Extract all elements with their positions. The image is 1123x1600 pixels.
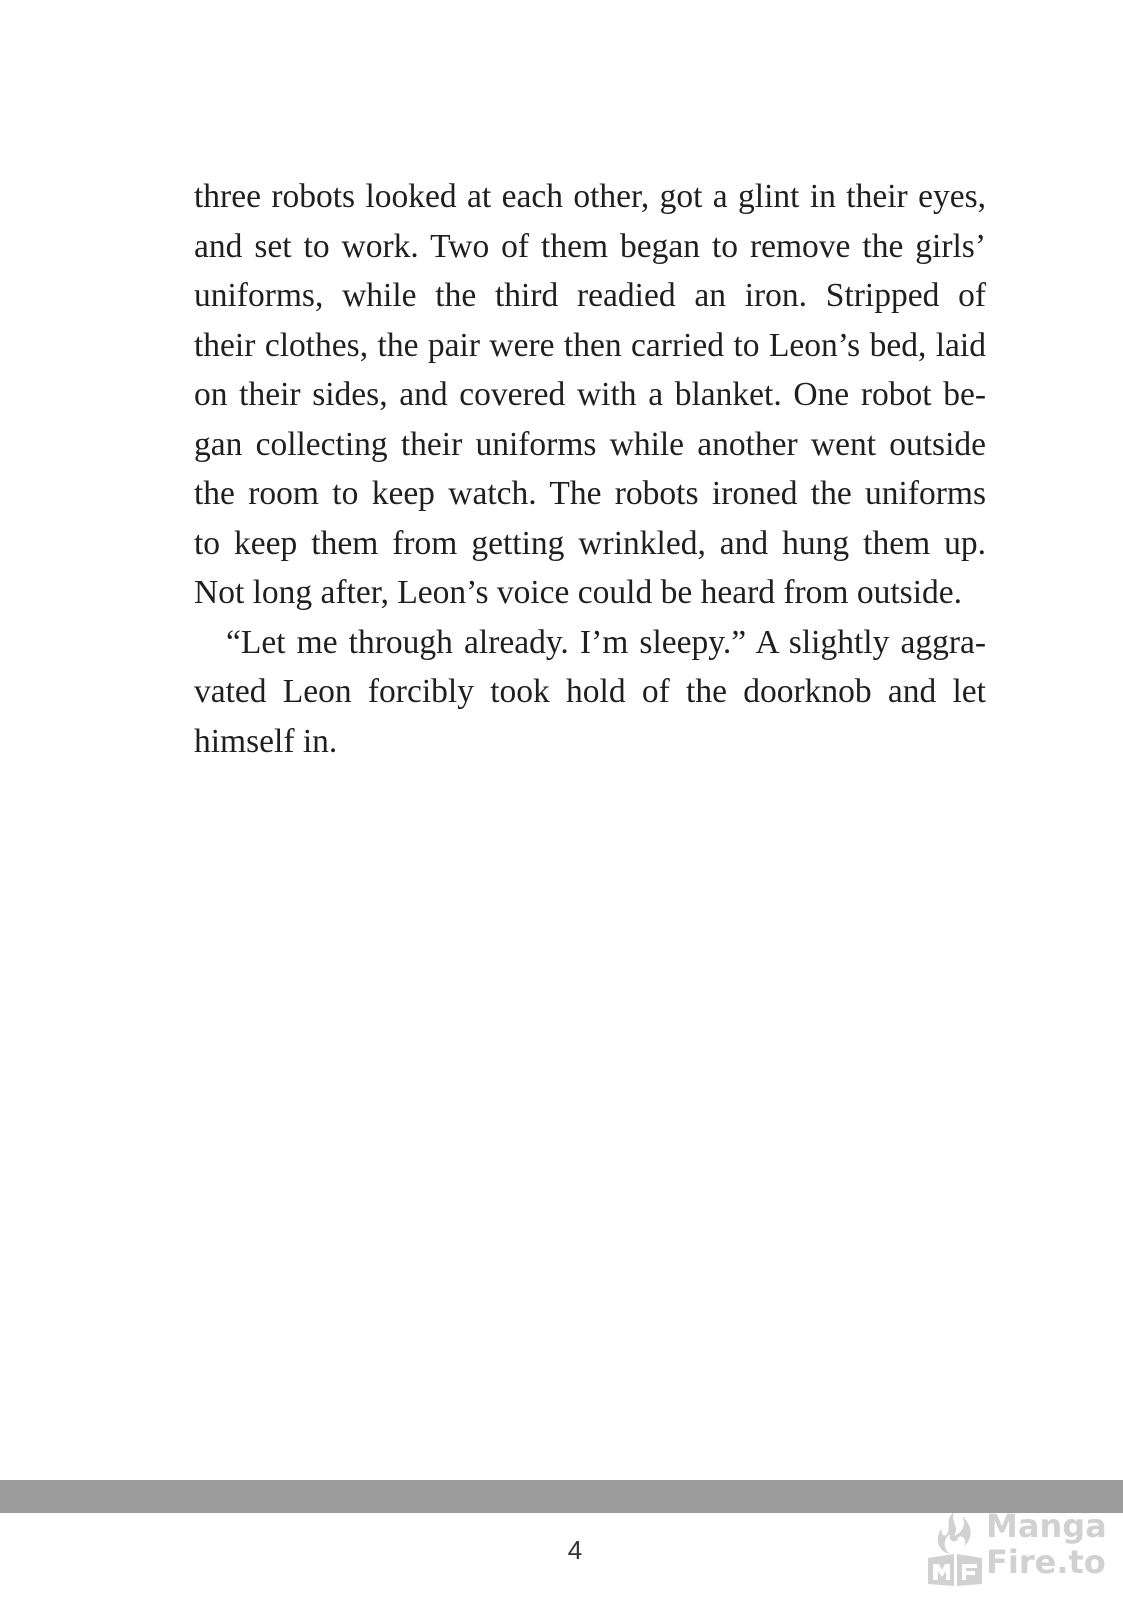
text-line: three robots looked at each other, got a glint in their eyes, — [194, 178, 986, 215]
text-line: vated Leon forcibly took hold of the doorknob and let — [194, 673, 986, 710]
flame-book-logo-icon — [924, 1508, 986, 1588]
body-text — [194, 172, 986, 766]
text-line: “Let me through already. I’m sleepy.” A slightly aggra- — [226, 623, 986, 661]
text-line: Not long after, Leon’s voice could be heard from outside. — [194, 574, 962, 611]
watermark-logo — [924, 1500, 1114, 1590]
text-line: to keep them from getting wrinkled, and hung them up. — [194, 524, 986, 562]
text-line: himself in. — [194, 722, 338, 760]
text-line: gan collecting their uniforms while another went outside — [194, 425, 986, 463]
text-line: on their sides, and covered with a blanket. One robot be- — [194, 376, 986, 413]
watermark-text: Manga — [986, 1507, 1107, 1545]
watermark-text: Fire.to — [986, 1543, 1106, 1581]
text-line: their clothes, the pair were then carried to Leon’s bed, laid — [194, 326, 986, 364]
page-number: 4 — [567, 1535, 583, 1565]
text-line: the room to keep watch. The robots ironed the uniforms — [194, 475, 986, 512]
text-line: uniforms, while the third readied an iron. Stripped of — [194, 277, 986, 314]
text-line: and set to work. Two of them began to remove the girls’ — [194, 227, 986, 265]
